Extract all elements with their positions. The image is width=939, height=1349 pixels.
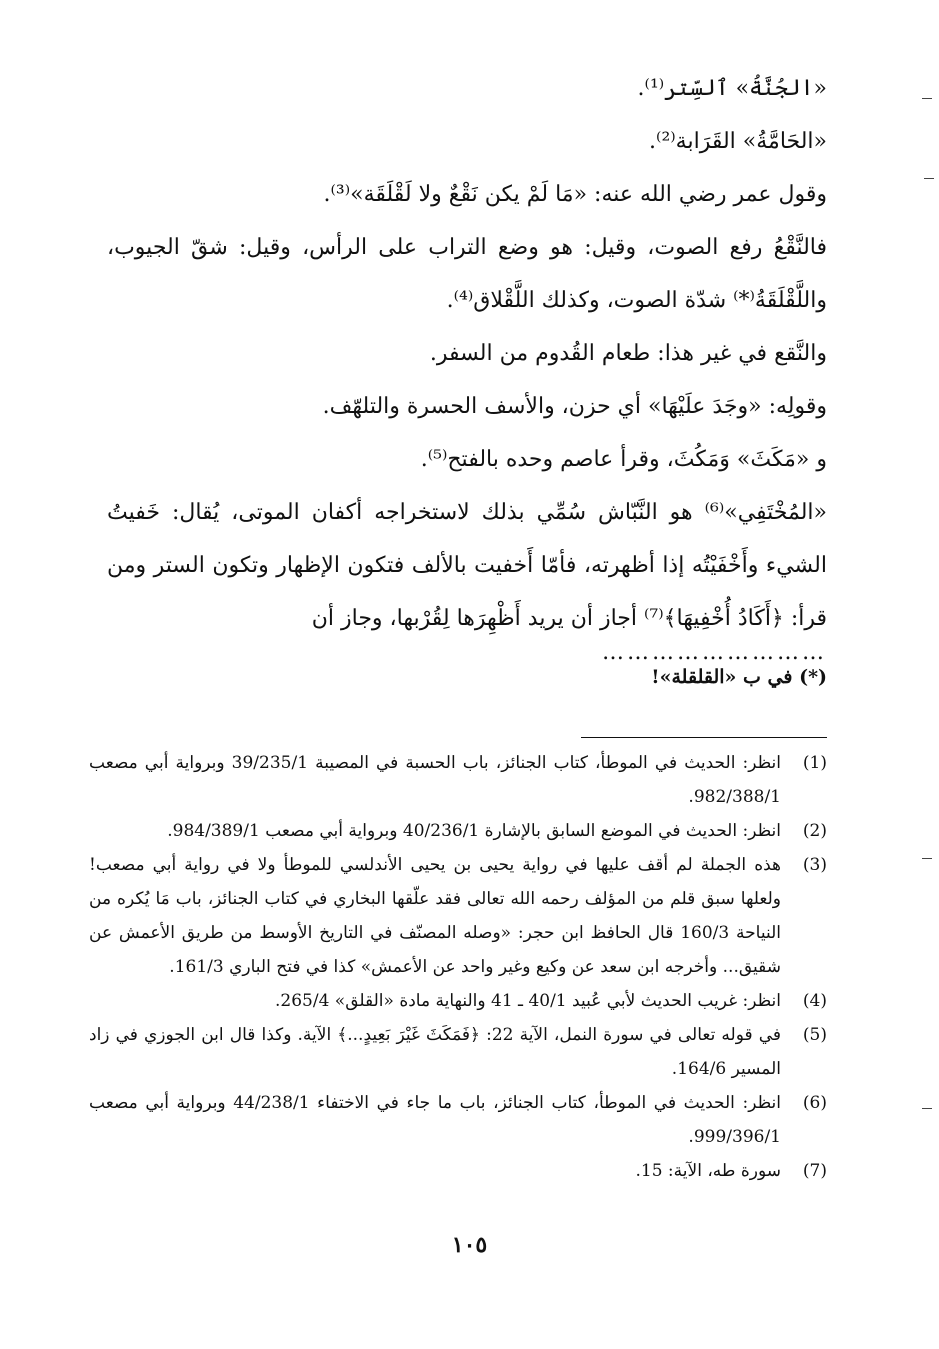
footnote-item bbox=[89, 1018, 827, 1086]
footnote-number: (2) bbox=[802, 821, 827, 841]
footnote-text: انظر: الحديث في الموطأ، كتاب الجنائز، باب ما جاء في الاختفاء 44/238/1 وبرواية أبي مصعب 999/396/1. bbox=[89, 1093, 781, 1147]
footnote-number: (3) bbox=[802, 855, 827, 875]
footnote-text: انظر: غريب الحديث لأبي عُبيد 40/1 ـ 41 والنهاية مادة «القلق» 265/4. bbox=[275, 991, 781, 1011]
footnote-text: سورة طه، الآية: 15. bbox=[635, 1161, 781, 1181]
footnote-item bbox=[89, 814, 827, 848]
page-number: ١٠٥ bbox=[451, 1232, 488, 1258]
footnote-item bbox=[89, 984, 827, 1018]
scan-edge-mark bbox=[922, 858, 932, 859]
footnote-item bbox=[89, 1154, 827, 1188]
dotted-separator: ……………………… bbox=[602, 640, 827, 665]
main-text bbox=[107, 62, 827, 645]
footnote-number: (5) bbox=[802, 1025, 827, 1045]
scan-edge-mark bbox=[924, 178, 934, 179]
footnote-text: هذه الجملة لم أقف عليها في رواية يحيى بن يحيى الأندلسي للموطأ ولا في رواية أبي مصعب! ولعلها سبق قلم من المؤلف رحمه الله تعالى فقد علّقها البخاري في كتاب الجنائز، باب مَا يُكره من النياحة 160/3 قال الحافظ ابن حجر: «وصله المصنّف في التاريخ الأوسط من طريق الأعمش عن شقيق... وأخرجه ابن سعد عن وكيع وغير واحد عن الأعمش» كذا في فتح الباري 161/3. bbox=[89, 855, 781, 977]
paragraph-almukhtafi: «المُخْتَفِي»⁽⁶⁾ هو النَّبّاش سُمِّي بذلك لاستخراجه أكفان الموتى، يُقال: خَفيتُ الشيء وأَخْفَيْتُه إذا أظهرته، فأمّا أَخفيت بالألف فتكون الإظهار وتكون الستر ومن قرأ: ﴿أَكَادُ أُخْفِيهَا﴾⁽⁷⁾ أجاز أن يريد أَظْهِرَها لِقُرْبها، وجاز أن bbox=[107, 500, 827, 631]
paragraph-aljunna: «الجُنَّةُ» ٱلسِّتر⁽¹⁾. bbox=[637, 76, 827, 101]
paragraph-makatha: و «مَكَثَ» وَمَكُثَ، وقرأ عاصم وحده بالفتح⁽⁵⁾. bbox=[420, 447, 827, 472]
footnote-item bbox=[89, 1086, 827, 1154]
paragraph-alhamma: «الحَامَّةُ» القَرَابة⁽²⁾. bbox=[649, 129, 827, 154]
footnote-number: (1) bbox=[802, 753, 827, 773]
footnote-number: (7) bbox=[802, 1161, 827, 1181]
footnotes bbox=[89, 746, 827, 1188]
footnote-number: (4) bbox=[802, 991, 827, 1011]
footnote-text: في قوله تعالى في سورة النمل، الآية 22: ﴿فَمَكَثَ غَيْرَ بَعِيدٍ...﴾ الآية. وكذا قال ابن الجوزي في زاد المسير 164/6. bbox=[89, 1025, 782, 1079]
paragraph-wajada: وقولِه: «وجَدَ علَيْهَا» أي حزن، والأسف الحسرة والتلهّف. bbox=[322, 394, 827, 419]
scan-edge-mark bbox=[922, 98, 932, 99]
paragraph-umar-saying: وقول عمر رضي الله عنه: «مَا لَمْ يكن نَقْعٌ ولا لَقْلَقَة»⁽³⁾. bbox=[323, 182, 827, 207]
paragraph-naq-explanation: فالنَّقْعُ رفع الصوت، وقيل: هو وضع التراب على الرأس، وقيل: شقّ الجيوب، واللَّقْلَقَةُ⁽*⁾ شدّة الصوت، وكذلك اللَّقْلاق⁽⁴⁾. bbox=[107, 235, 827, 313]
footnote-rule bbox=[581, 737, 827, 738]
footnote-item bbox=[89, 848, 827, 984]
footnote-item bbox=[89, 746, 827, 814]
paragraph-naq-other-meaning: والنَّقع في غير هذا: طعام القُدوم من السفر. bbox=[429, 341, 827, 366]
star-note: (*) في ب «القلقلة»! bbox=[651, 666, 827, 688]
footnote-text: انظر: الحديث في الموطأ، كتاب الجنائز، باب الحسبة في المصيبة 39/235/1 وبرواية أبي مصعب 982/388/1. bbox=[89, 753, 781, 807]
footnote-text: انظر: الحديث في الموضع السابق بالإشارة 40/236/1 وبرواية أبي مصعب 984/389/1. bbox=[167, 821, 781, 841]
footnote-number: (6) bbox=[802, 1093, 827, 1113]
scan-edge-mark bbox=[922, 1108, 932, 1109]
